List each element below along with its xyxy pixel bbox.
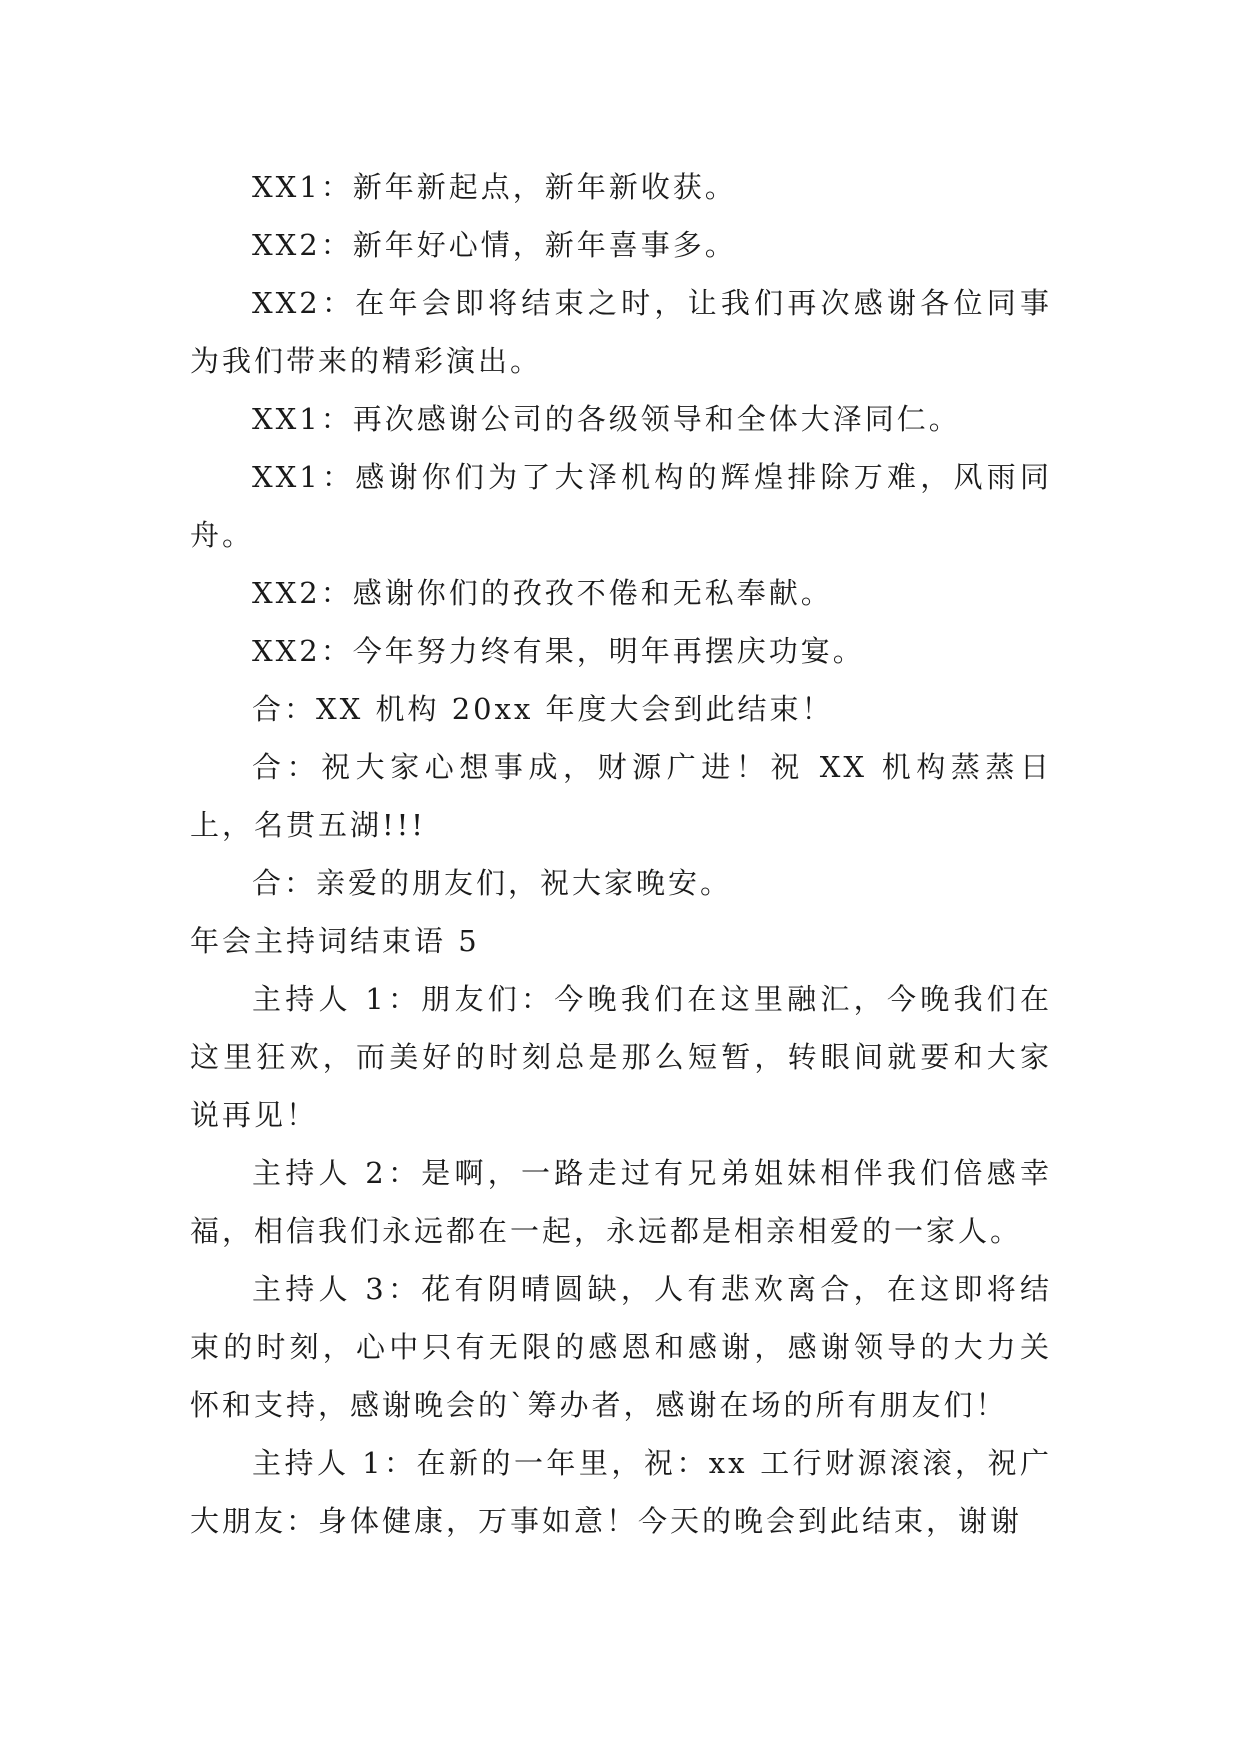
paragraph: 主持人 2：是啊，一路走过有兄弟姐妹相伴我们倍感幸福，相信我们永远都在一起，永远都是相亲相爱的一家人。 xyxy=(190,1156,1052,1248)
paragraph: 主持人 1：朋友们：今晚我们在这里融汇，今晚我们在这里狂欢，而美好的时刻总是那么短暂，转眼间就要和大家说再见！ xyxy=(190,982,1052,1132)
paragraph: XX2：感谢你们的孜孜不倦和无私奉献。 xyxy=(252,576,833,610)
paragraph: 主持人 1：在新的一年里，祝：xx 工行财源滚滚，祝广大朋友：身体健康，万事如意！今天的晚会到此结束，谢谢 xyxy=(190,1446,1052,1538)
paragraph: XX2：新年好心情，新年喜事多。 xyxy=(252,228,737,262)
document-body xyxy=(190,158,1052,1550)
paragraph: 主持人 3：花有阴晴圆缺，人有悲欢离合，在这即将结束的时刻，心中只有无限的感恩和感谢，感谢领导的大力关怀和支持，感谢晚会的`筹办者，感谢在场的所有朋友们！ xyxy=(190,1272,1052,1422)
paragraph: 合：XX 机构 20xx 年度大会到此结束！ xyxy=(252,692,834,726)
paragraph: XX1：感谢你们为了大泽机构的辉煌排除万难，风雨同舟。 xyxy=(190,460,1052,552)
paragraph: XX2：在年会即将结束之时，让我们再次感谢各位同事为我们带来的精彩演出。 xyxy=(190,286,1052,378)
paragraph: 合：祝大家心想事成，财源广进！祝 XX 机构蒸蒸日上，名贯五湖!!! xyxy=(190,750,1052,842)
paragraph: XX2：今年努力终有果，明年再摆庆功宴。 xyxy=(252,634,865,668)
section-heading: 年会主持词结束语 5 xyxy=(190,924,480,958)
paragraph: XX1：再次感谢公司的各级领导和全体大泽同仁。 xyxy=(252,402,961,436)
paragraph: XX1：新年新起点，新年新收获。 xyxy=(252,170,737,204)
paragraph: 合：亲爱的朋友们，祝大家晚安。 xyxy=(252,866,733,900)
